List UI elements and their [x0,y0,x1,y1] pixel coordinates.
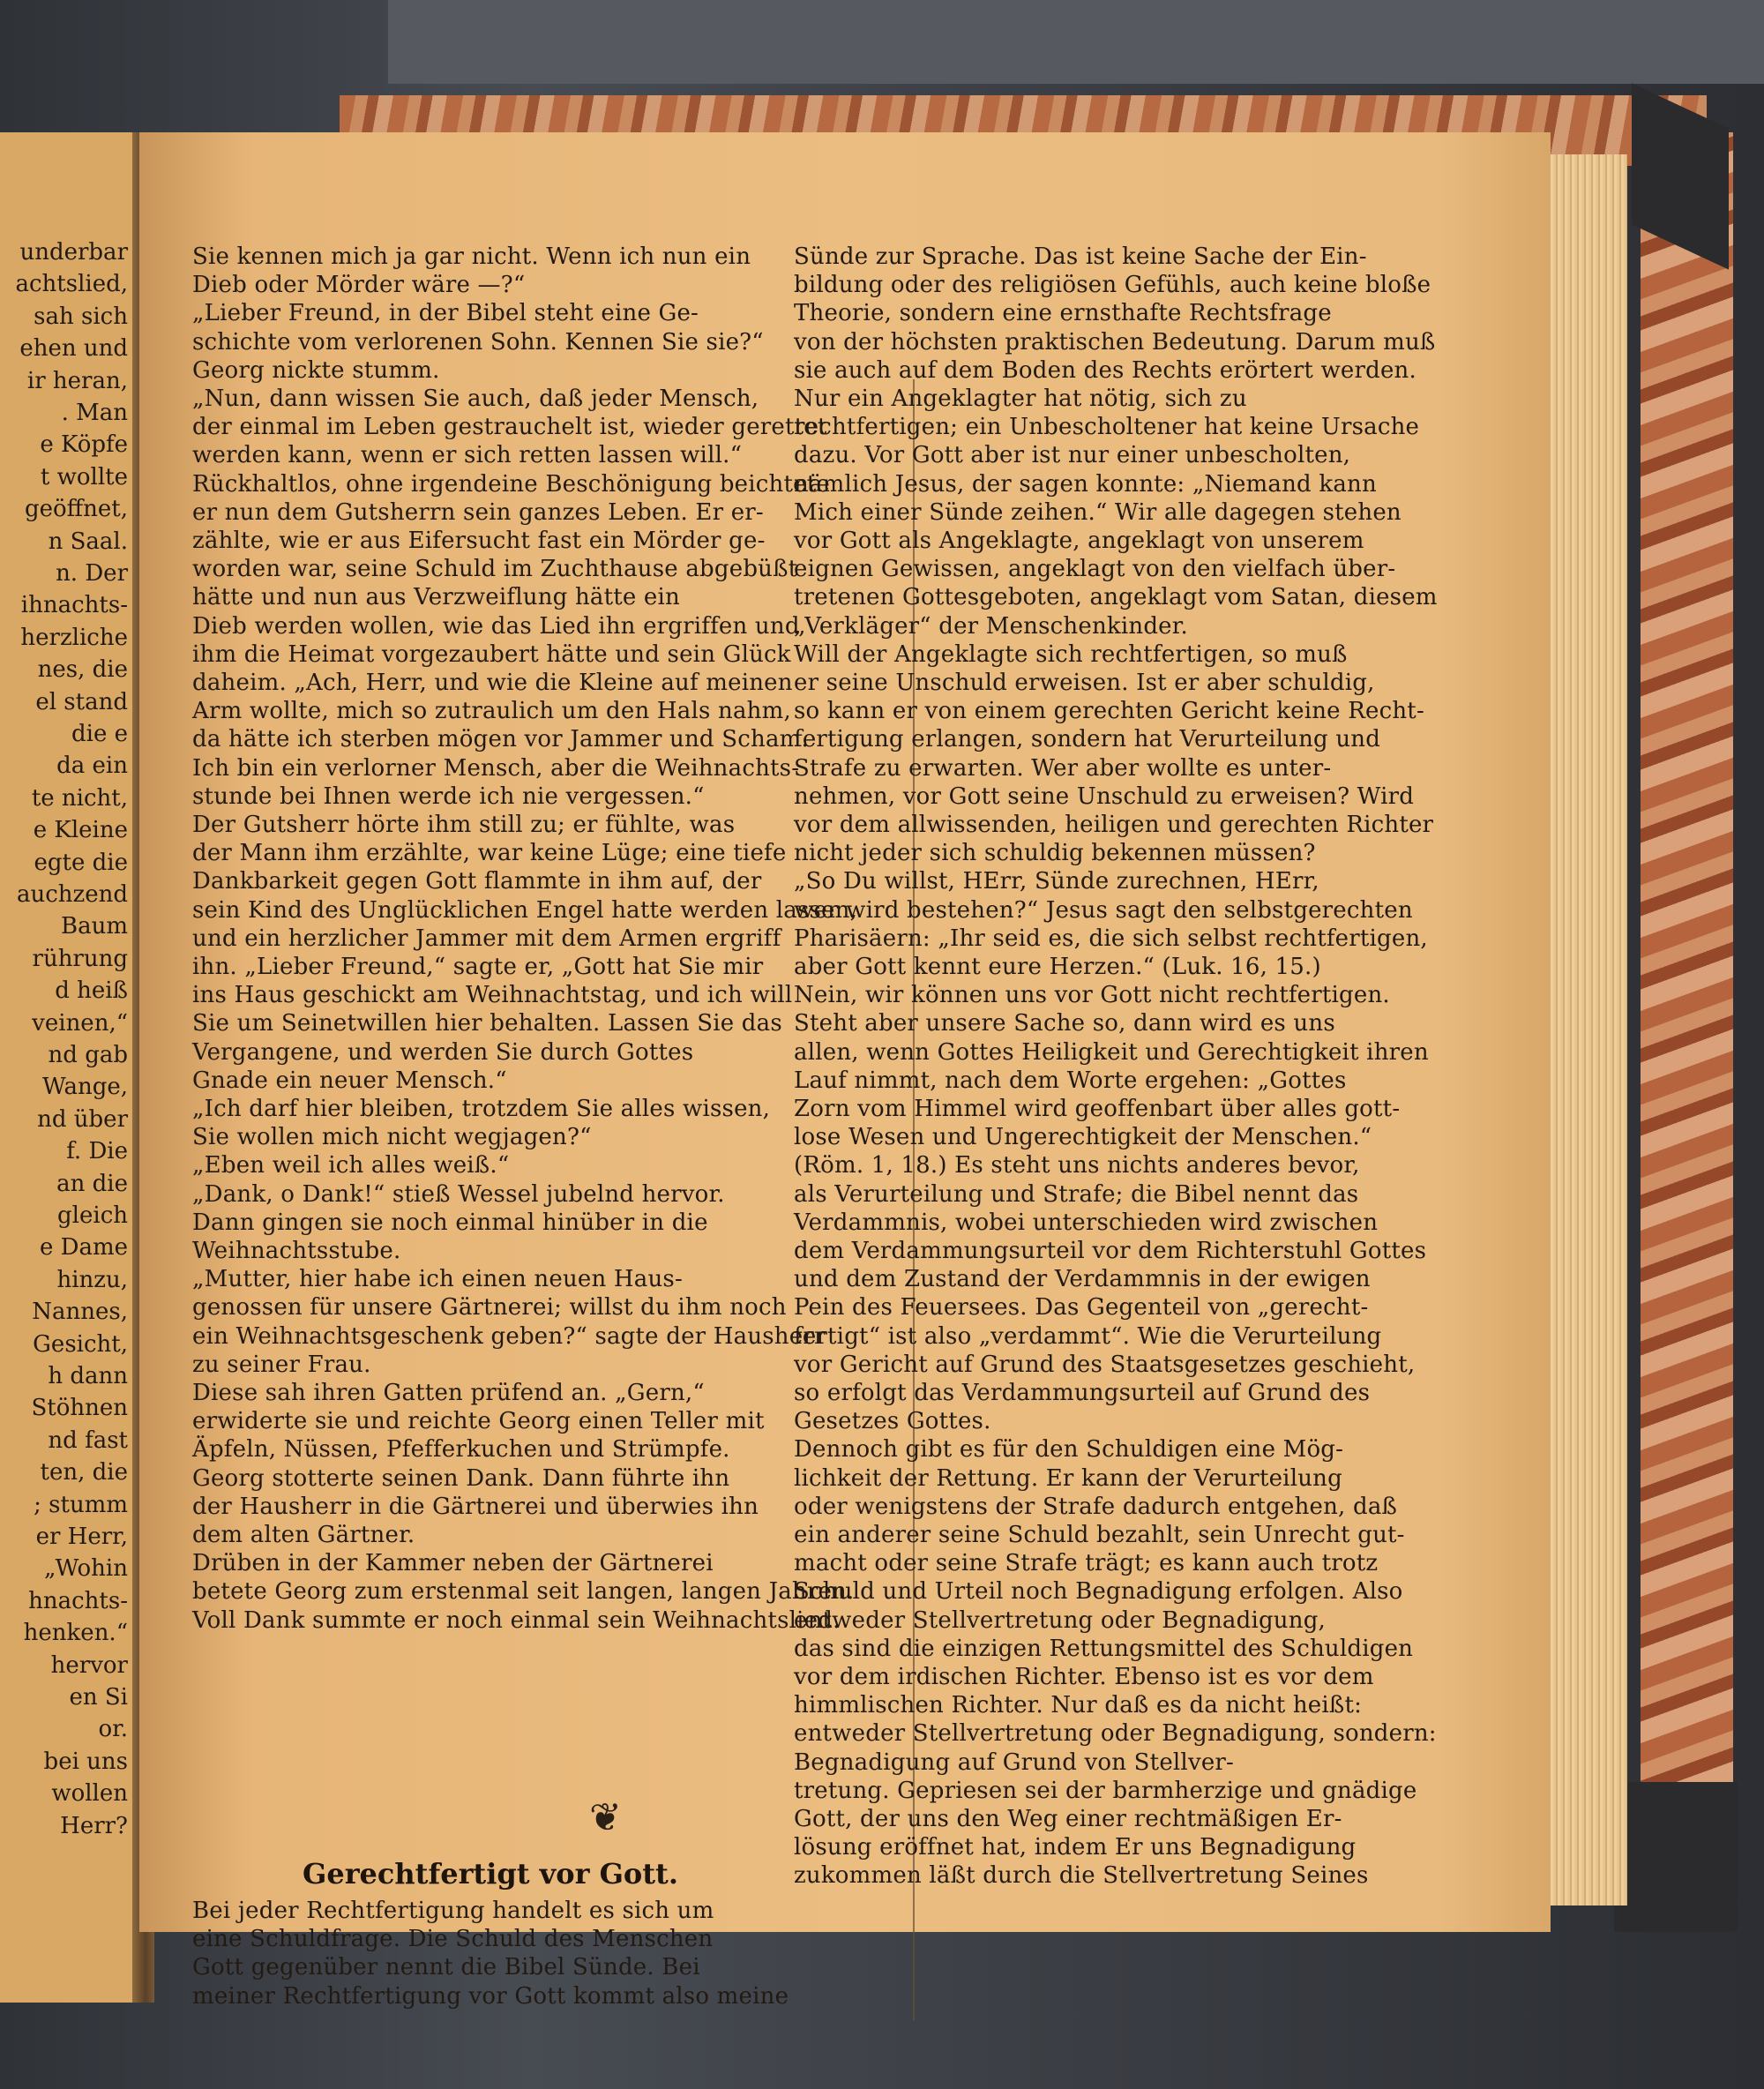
text-line: gleich [57,1202,128,1229]
text-line: bildung oder des religiösen Gefühls, auch keine bloße [794,272,1431,299]
text-line: der einmal im Leben gestrauchelt ist, wieder gerettet [192,414,827,441]
text-line: Sie wollen mich nicht wegjagen?“ [192,1124,592,1151]
text-line: bei uns [43,1748,128,1775]
text-line: Vergangene, und werden Sie durch Gottes [192,1038,694,1066]
text-line: als Verurteilung und Strafe; die Bibel nennt das [794,1180,1359,1208]
text-line: fertigt“ ist also „verdammt“. Wie die Verurteilung [794,1322,1382,1350]
text-line: Steht aber unsere Sache so, dann wird es uns [794,1010,1335,1037]
text-line: Sünde zur Sprache. Das ist keine Sache der Ein- [794,243,1367,270]
text-line: Gott, der uns den Weg einer rechtmäßigen Er- [794,1806,1342,1832]
text-line: en Si [69,1684,128,1711]
text-line: „Verkläger“ der Menschenkinder. [794,612,1188,640]
text-line: Nur ein Angeklagter hat nötig, sich zu [794,386,1247,412]
text-line: Sie kennen mich ja gar nicht. Wenn ich nun ein [192,243,751,270]
text-line: Nein, wir können uns vor Gott nicht rechtfertigen. [794,982,1390,1009]
text-line: Nannes, [32,1299,128,1326]
text-line: entweder Stellvertretung oder Begnadigung, [794,1606,1326,1634]
text-line: ir heran, [26,367,128,394]
text-line: der Mann ihm erzählte, war keine Lüge; eine tiefe [192,840,787,867]
text-line: er Herr, [35,1524,128,1550]
text-line: sah sich [34,303,128,330]
text-line: Dankbarkeit gegen Gott flammte in ihm auf, der [192,868,762,895]
text-line: sie auch auf dem Boden des Rechts erörtert werden. [794,356,1416,384]
text-line: vor dem allwissenden, heiligen und gerechten Richter [794,812,1434,838]
text-line: meiner Rechtfertigung vor Gott kommt also meine [192,1982,789,2010]
text-line: or. [98,1716,128,1743]
text-line: worden war, seine Schuld im Zuchthause abgebüßt [192,556,798,583]
text-line: von der höchsten praktischen Bedeutung. Darum muß [794,328,1436,356]
text-line: eignen Gewissen, angeklagt von den vielfach über- [794,556,1396,583]
text-line: Rückhaltlos, ohne irgendeine Beschönigung beichtete [192,470,830,498]
text-line: hätte und nun aus Verzweiflung hätte ein [192,584,680,611]
text-line: (Röm. 1, 18.) Es steht uns nichts anderes bevor, [794,1152,1360,1179]
text-line: dem alten Gärtner. [192,1522,415,1548]
text-line: und dem Zustand der Verdammnis in der ewigen [794,1266,1371,1293]
text-line: Der Gutsherr hörte ihm still zu; er fühlte, was [192,812,736,838]
text-line: genossen für unsere Gärtnerei; willst du ihm noch [192,1294,787,1322]
text-line: underbar [19,239,128,266]
text-line: „Lieber Freund, in der Bibel steht eine Ge- [192,300,699,327]
text-line: zählte, wie er aus Eifersucht fast ein Mörder ge- [192,528,766,554]
text-line: hnachts- [28,1587,128,1614]
text-line: Dieb oder Mörder wäre —?“ [192,272,526,299]
text-line: nd über [37,1105,128,1133]
text-line: hinzu, [56,1266,128,1293]
text-line: vor Gott als Angeklagte, angeklagt von unserem [794,528,1364,554]
text-line: und ein herzlicher Jammer mit dem Armen ergriff [192,925,781,952]
text-line: nämlich Jesus, der sagen konnte: „Niemand kann [794,470,1377,498]
text-line: Zorn vom Himmel wird geoffenbart über alles gott- [794,1096,1401,1122]
text-line: so kann er von einem gerechten Gericht keine Recht- [794,698,1424,725]
text-line: vor Gericht auf Grund des Staatsgesetzes geschieht, [794,1351,1416,1378]
right-page [139,132,1551,2010]
text-line: himmlischen Richter. Nur daß es da nicht heißt: [794,1692,1363,1719]
text-line: ; stumm [34,1491,128,1518]
text-line: fertigung erlangen, sondern hat Verurteilung und [794,726,1381,753]
text-line: ein Weihnachtsgeschenk geben?“ sagte der Hausherr [192,1322,826,1350]
text-line: e Dame [39,1234,128,1262]
text-line: macht oder seine Strafe trägt; es kann auch trotz [794,1550,1379,1577]
text-line: lichkeit der Rettung. Er kann der Verurteilung [794,1464,1342,1492]
text-line: ihm die Heimat vorgezaubert hätte und sein Glück [192,640,791,668]
text-line: e Köpfe [40,431,128,459]
text-line: Georg stotterte seinen Dank. Dann führte ihn [192,1464,730,1492]
text-line: ehen und [19,335,128,363]
text-line: veinen,“ [32,1009,128,1037]
text-line: Dieb werden wollen, wie das Lied ihn ergriffen und [192,612,800,640]
text-line: Pharisäern: „Ihr seid es, die sich selbst rechtfertigen, [794,925,1428,952]
left-page-fragment [0,132,132,2003]
text-line: Sie um Seinetwillen hier behalten. Lassen Sie das [192,1010,782,1037]
text-line: erwiderte sie und reichte Georg einen Teller mit [192,1408,765,1435]
text-line: ihn. „Lieber Freund,“ sagte er, „Gott hat Sie mir [192,954,764,980]
text-line: lose Wesen und Ungerechtigkeit der Menschen.“ [794,1124,1372,1151]
text-line: t wollte [40,463,128,490]
text-line: Strafe zu erwarten. Wer aber wollte es unter- [794,754,1332,782]
text-line: nes, die [37,656,128,684]
text-line: da ein [56,752,128,780]
text-line: Äpfeln, Nüssen, Pfefferkuchen und Strümpfe. [192,1436,730,1464]
text-line: ihnachts- [20,592,128,619]
text-line: Weihnachtsstube. [192,1238,401,1264]
text-line: lösung eröffnet hat, indem Er uns Begnadigung [794,1834,1357,1861]
text-line: n Saal. [48,528,128,555]
text-line: er seine Unschuld erweisen. Ist er aber schuldig, [794,670,1375,696]
text-line: Voll Dank summte er noch einmal sein Weihnachtslied. [192,1606,841,1634]
text-line: zu seiner Frau. [192,1351,371,1378]
text-line: herzliche [20,624,128,651]
text-line: tretung. Gepriesen sei der barmherzige und gnädige [794,1777,1417,1804]
text-line: Dennoch gibt es für den Schuldigen eine Mög- [794,1436,1344,1464]
text-line: Stöhnen [31,1395,128,1422]
text-line: das sind die einzigen Rettungsmittel des Schuldigen [794,1635,1414,1662]
text-line: Gesetzes Gottes. [794,1408,991,1435]
text-line: eine Schuldfrage. Die Schuld des Menschen [192,1926,714,1953]
text-line: Gott gegenüber nennt die Bibel Sünde. Bei [192,1954,700,1981]
text-line: Lauf nimmt, nach dem Worte ergehen: „Gottes [794,1067,1347,1094]
text-line: h dann [48,1363,128,1389]
text-line: e Kleine [33,817,128,844]
text-line: . Man [61,400,128,426]
text-line: entweder Stellvertretung oder Begnadigung, sondern: [794,1720,1437,1748]
text-line: f. Die [66,1138,128,1165]
text-line: Georg nickte stumm. [192,356,440,384]
text-line: „Wohin [44,1555,128,1583]
text-line: Herr? [60,1812,128,1839]
text-line: „Nun, dann wissen Sie auch, daß jeder Mensch, [192,386,759,412]
text-line: die e [71,721,128,747]
text-line: ein anderer seine Schuld bezahlt, sein Unrecht gut- [794,1522,1405,1548]
text-line: Gesicht, [33,1330,128,1358]
text-line: dazu. Vor Gott aber ist nur einer unbescholten, [794,442,1351,469]
text-line: Will der Angeklagte sich rechtfertigen, so muß [794,640,1348,668]
text-line: sein Kind des Unglücklichen Engel hatte werden lassen, [192,896,858,924]
text-line: Verdammnis, wobei unterschieden wird zwischen [794,1209,1379,1236]
text-line: rechtfertigen; ein Unbescholtener hat keine Ursache [794,414,1420,441]
text-line: er nun dem Gutsherrn sein ganzes Leben. Er er- [192,498,764,526]
text-line: Ich bin ein verlorner Mensch, aber die Weihnachts- [192,754,800,782]
text-line: Pein des Feuersees. Das Gegenteil von „gerecht- [794,1294,1369,1322]
text-line: Dann gingen sie noch einmal hinüber in die [192,1209,708,1236]
text-line: el stand [35,688,128,715]
text-line: nehmen, vor Gott seine Unschuld zu erweisen? Wird [794,782,1415,810]
text-line: Wange, [41,1074,128,1101]
text-line: Gnade ein neuer Mensch.“ [192,1067,507,1094]
text-line: n. Der [56,560,128,587]
text-line: nicht jeder sich schuldig bekennen müssen? [794,840,1316,867]
text-line: Theorie, sondern eine ernsthafte Rechtsfrage [794,300,1332,327]
text-line: vor dem irdischen Richter. Ebenso ist es vor dem [794,1664,1374,1690]
text-line: oder wenigstens der Strafe dadurch entgehen, daß [794,1493,1398,1520]
text-line: Baum [60,913,128,940]
text-line: d heiß [55,977,128,1005]
text-line: werden kann, wenn er sich retten lassen will.“ [192,442,743,469]
text-line: ins Haus geschickt am Weihnachtstag, und ich will [192,982,793,1009]
text-line: nd fast [48,1426,128,1454]
text-line: dem Verdammungsurteil vor dem Richterstuhl Gottes [794,1238,1427,1264]
text-line: stunde bei Ihnen werde ich nie vergessen.“ [192,782,705,810]
page-edge-stack [1539,154,1627,1906]
text-line: Begnadigung auf Grund von Stellver- [794,1748,1235,1776]
text-line: aber Gott kennt eure Herzen.“ (Luk. 16, 15.) [794,954,1321,980]
text-line: der Hausherr in die Gärtnerei und überwies ihn [192,1493,759,1520]
text-line: „So Du willst, HErr, Sünde zurechnen, HErr, [794,868,1319,895]
book-cover-right-edge [1641,132,1733,1914]
text-line: egte die [34,849,128,876]
text-line: auchzend [16,881,128,908]
text-line: ten, die [40,1459,128,1486]
text-line: henken.“ [23,1620,128,1647]
fleuron-ornament: ❦ [589,1795,622,1840]
text-line: betete Georg zum erstenmal seit langen, langen Jahren. [192,1578,855,1606]
text-line: „Ich darf hier bleiben, trotzdem Sie alles wissen, [192,1096,771,1122]
text-line: „Mutter, hier habe ich einen neuen Haus- [192,1266,683,1293]
text-line: rührung [32,945,128,972]
section-heading: Gerechtfertigt vor Gott. [303,1857,678,1891]
text-line: geöffnet, [25,496,128,523]
text-line: da hätte ich sterben mögen vor Jammer und Scham. [192,726,809,753]
text-line: Bei jeder Rechtfertigung handelt es sich um [192,1898,714,1924]
text-line: nd gab [48,1042,128,1068]
text-line: allen, wenn Gottes Heiligkeit und Gerechtigkeit ihren [794,1038,1429,1066]
text-line: „Dank, o Dank!“ stieß Wessel jubelnd hervor. [192,1180,725,1208]
text-line: so erfolgt das Verdammungsurteil auf Grund des [794,1380,1371,1406]
text-line: Arm wollte, mich so zutraulich um den Hals nahm, [192,698,791,725]
text-line: Drüben in der Kammer neben der Gärtnerei [192,1550,714,1577]
text-line: hervor [50,1651,128,1679]
text-line: tretenen Gottesgeboten, angeklagt vom Satan, diesem [794,584,1438,611]
text-line: an die [56,1170,128,1197]
text-line: „Eben weil ich alles weiß.“ [192,1152,510,1179]
text-line: wollen [51,1780,128,1808]
scanner-strip [388,0,1764,84]
text-line: wer wird bestehen?“ Jesus sagt den selbstgerechten [794,896,1413,924]
text-line: schichte vom verlorenen Sohn. Kennen Sie sie?“ [192,328,764,356]
text-line: Mich einer Sünde zeihen.“ Wir alle dagegen stehen [794,498,1401,526]
cover-corner-bottom [1614,1782,1738,1932]
text-line: daheim. „Ach, Herr, und wie die Kleine auf meinen [192,670,793,696]
text-line: achtslied, [15,271,128,298]
text-line: Schuld und Urteil noch Begnadigung erfolgen. Also [794,1578,1403,1606]
text-line: Diese sah ihren Gatten prüfend an. „Gern,“ [192,1380,705,1406]
text-line: zukommen läßt durch die Stellvertretung Seines [794,1862,1369,1890]
text-line: te nicht, [31,784,128,812]
